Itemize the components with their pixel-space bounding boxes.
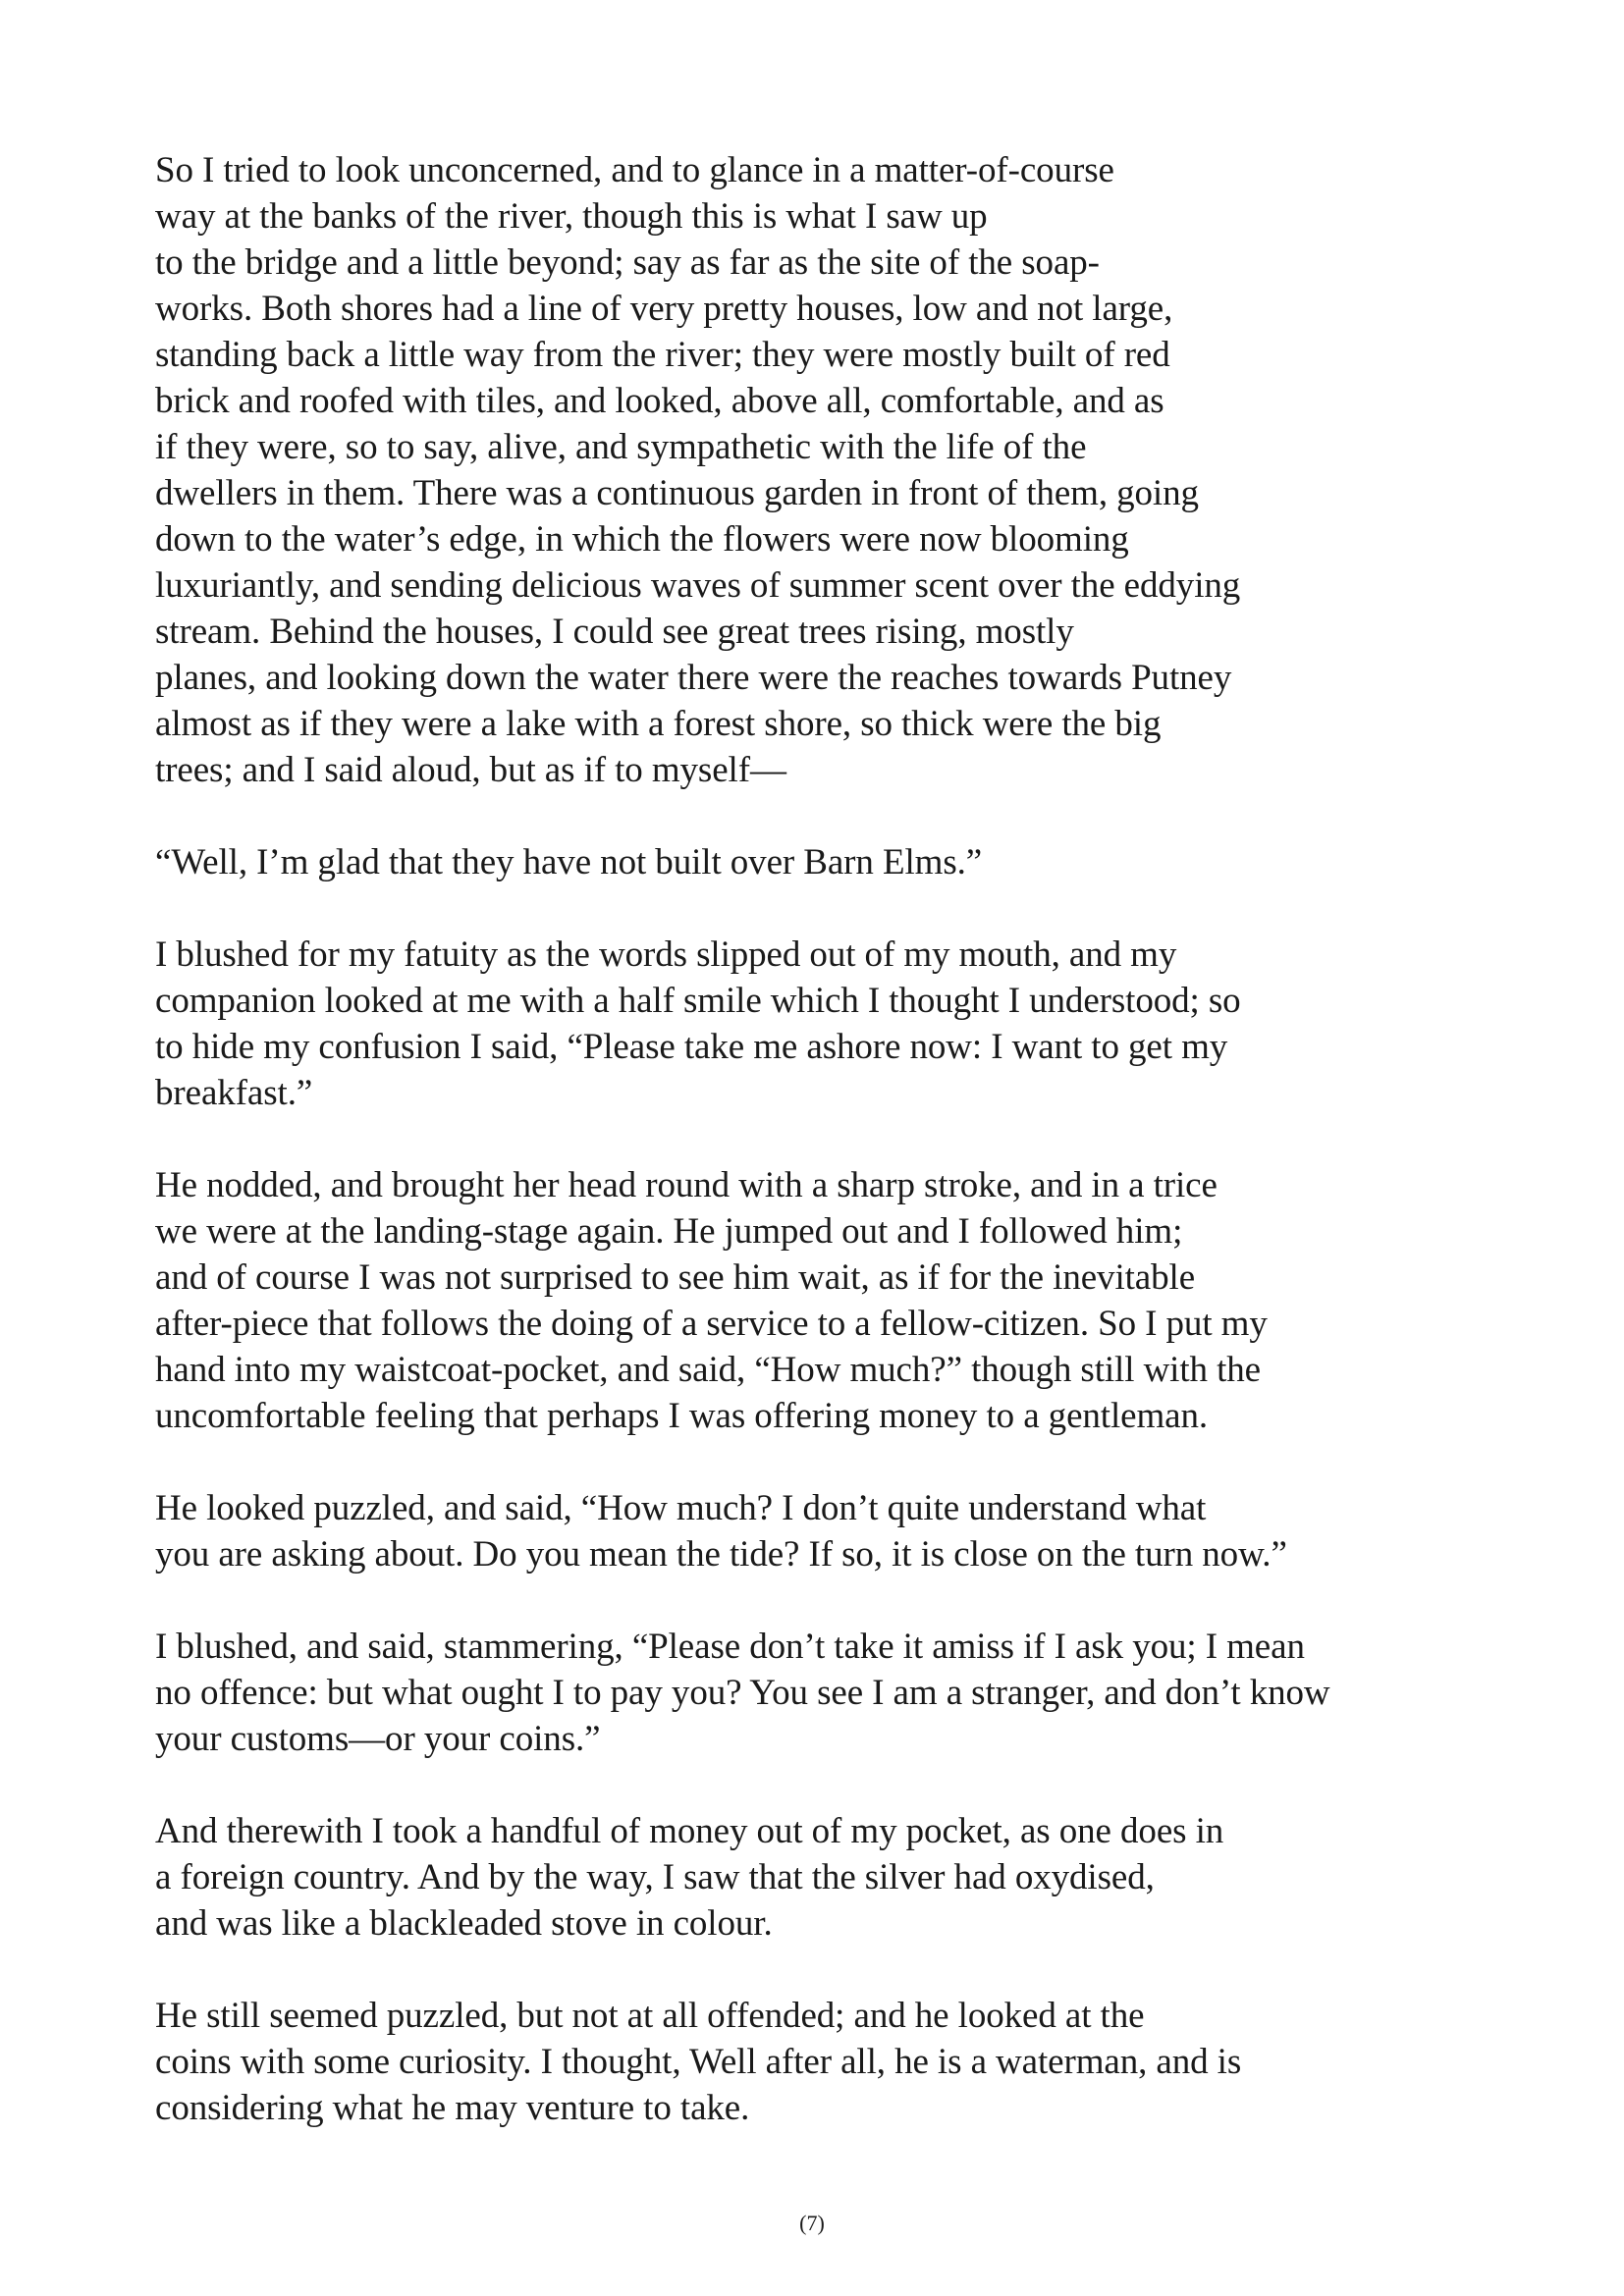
paragraph-7	[155, 1808, 1471, 1947]
text-line: dwellers in them. There was a continuous garden in front of them, going	[155, 473, 1199, 513]
text-line: He nodded, and brought her head round with a sharp stroke, and in a trice	[155, 1165, 1218, 1205]
text-line: I blushed, and said, stammering, “Please don’t take it amiss if I ask you; I mean	[155, 1627, 1305, 1667]
text-line: He still seemed puzzled, but not at all offended; and he looked at the	[155, 1996, 1145, 2036]
text-line: luxuriantly, and sending delicious waves of summer scent over the eddying	[155, 565, 1241, 606]
text-line: hand into my waistcoat-pocket, and said, “How much?” though still with the	[155, 1350, 1261, 1390]
text-line: companion looked at me with a half smile which I thought I understood; so	[155, 981, 1241, 1021]
text-line: stream. Behind the houses, I could see great trees rising, mostly	[155, 612, 1074, 652]
text-line: if they were, so to say, alive, and sympathetic with the life of the	[155, 427, 1087, 467]
text-line: a foreign country. And by the way, I saw that the silver had oxydised,	[155, 1857, 1155, 1897]
text-line: And therewith I took a handful of money out of my pocket, as one does in	[155, 1811, 1224, 1851]
text-line: we were at the landing-stage again. He jumped out and I followed him;	[155, 1211, 1183, 1252]
body-text	[155, 147, 1471, 2177]
page-number: (7)	[799, 2211, 825, 2235]
text-line: works. Both shores had a line of very pretty houses, low and not large,	[155, 289, 1173, 329]
paragraph-3	[155, 932, 1471, 1116]
text-line: almost as if they were a lake with a forest shore, so thick were the big	[155, 704, 1162, 744]
paragraph-4	[155, 1162, 1471, 1439]
text-line: and was like a blackleaded stove in colour.	[155, 1903, 773, 1944]
text-line: I blushed for my fatuity as the words slipped out of my mouth, and my	[155, 934, 1177, 975]
text-line: uncomfortable feeling that perhaps I was offering money to a gentleman.	[155, 1396, 1209, 1436]
text-line: brick and roofed with tiles, and looked, above all, comfortable, and as	[155, 381, 1164, 421]
text-line: after-piece that follows the doing of a service to a fellow-citizen. So I put my	[155, 1304, 1268, 1344]
text-line: to the bridge and a little beyond; say as far as the site of the soap-	[155, 242, 1100, 283]
paragraph-1	[155, 147, 1471, 793]
text-line: So I tried to look unconcerned, and to glance in a matter-of-course	[155, 150, 1114, 190]
paragraph-8	[155, 1993, 1471, 2131]
paragraph-5	[155, 1485, 1471, 1577]
text-line: breakfast.”	[155, 1073, 313, 1113]
text-line: your customs—or your coins.”	[155, 1719, 601, 1759]
text-line: considering what he may venture to take.	[155, 2088, 750, 2128]
text-line: He looked puzzled, and said, “How much? I don’t quite understand what	[155, 1488, 1207, 1528]
text-line: coins with some curiosity. I thought, Well after all, he is a waterman, and is	[155, 2042, 1242, 2082]
paragraph-6	[155, 1624, 1471, 1762]
text-line: you are asking about. Do you mean the tide? If so, it is close on the turn now.”	[155, 1534, 1287, 1575]
text-line: way at the banks of the river, though this is what I saw up	[155, 196, 988, 237]
text-line: and of course I was not surprised to see him wait, as if for the inevitable	[155, 1257, 1196, 1298]
text-line: to hide my confusion I said, “Please take me ashore now: I want to get my	[155, 1027, 1228, 1067]
text-line: planes, and looking down the water there were the reaches towards Putney	[155, 658, 1232, 698]
text-line: down to the water’s edge, in which the flowers were now blooming	[155, 519, 1129, 560]
text-line: trees; and I said aloud, but as if to myself—	[155, 750, 786, 790]
text-line: “Well, I’m glad that they have not built over Barn Elms.”	[155, 842, 983, 882]
text-line: standing back a little way from the river; they were mostly built of red	[155, 335, 1170, 375]
text-line: no offence: but what ought I to pay you? You see I am a stranger, and don’t know	[155, 1673, 1330, 1713]
paragraph-2	[155, 839, 1471, 885]
